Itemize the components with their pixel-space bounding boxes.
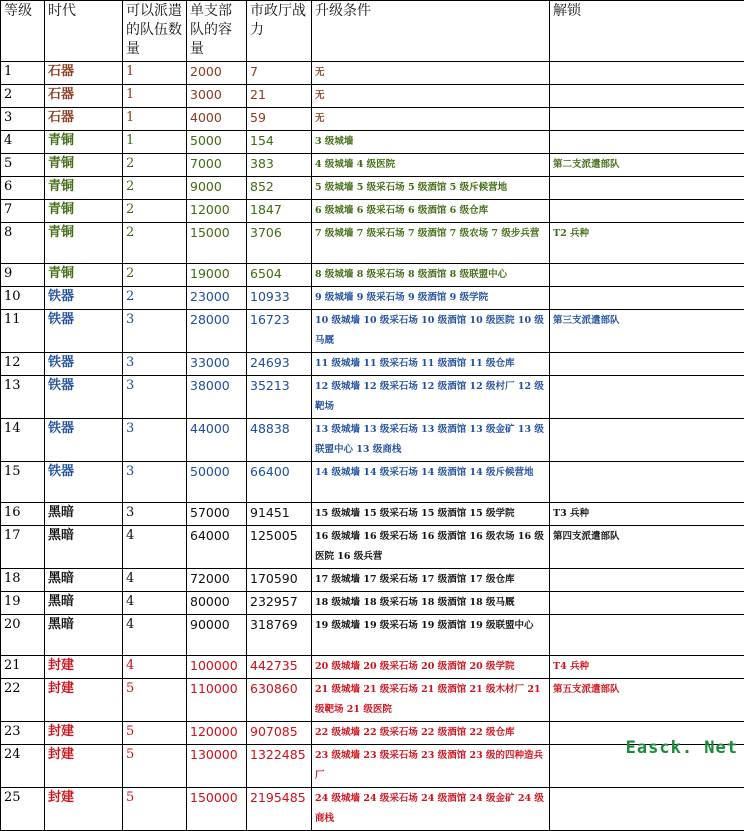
cell-capacity: 50000 xyxy=(187,462,247,503)
header-level: 等级 xyxy=(1,1,45,62)
cell-level: 17 xyxy=(1,526,45,569)
cell-power: 24693 xyxy=(247,353,312,376)
cell-capacity: 9000 xyxy=(187,177,247,200)
cell-power: 318769 xyxy=(247,615,312,656)
cell-level: 20 xyxy=(1,615,45,656)
cell-unlock xyxy=(550,264,744,287)
table-row xyxy=(1,85,744,108)
cell-teams: 5 xyxy=(123,679,187,722)
cell-condition: 12 级城墙 12 级采石场 12 级酒馆 12 级村厂 12 级靶场 xyxy=(312,376,550,419)
cell-era: 封建 xyxy=(45,745,123,788)
table-row xyxy=(1,310,744,353)
cell-level: 10 xyxy=(1,287,45,310)
cell-era: 黑暗 xyxy=(45,526,123,569)
cell-capacity: 64000 xyxy=(187,526,247,569)
table-row xyxy=(1,788,744,831)
cell-level: 18 xyxy=(1,569,45,592)
cell-teams: 5 xyxy=(123,722,187,745)
cell-unlock xyxy=(550,569,744,592)
cell-era: 青铜 xyxy=(45,154,123,177)
cell-unlock xyxy=(550,200,744,223)
cell-unlock xyxy=(550,419,744,462)
cell-capacity: 5000 xyxy=(187,131,247,154)
cell-condition: 14 级城墙 14 级采石场 14 级酒馆 14 级斥候营地 xyxy=(312,462,550,503)
cell-era: 黑暗 xyxy=(45,569,123,592)
table-body xyxy=(1,62,744,831)
cell-power: 3706 xyxy=(247,223,312,264)
cell-capacity: 130000 xyxy=(187,745,247,788)
cell-teams: 3 xyxy=(123,353,187,376)
header-teams: 可以派遣的队伍数量 xyxy=(123,1,187,62)
cell-capacity: 2000 xyxy=(187,62,247,85)
cell-condition: 16 级城墙 16 级采石场 16 级酒馆 16 级农场 16 级医院 16 级兵营 xyxy=(312,526,550,569)
cell-era: 黑暗 xyxy=(45,592,123,615)
cell-unlock xyxy=(550,592,744,615)
cell-era: 封建 xyxy=(45,679,123,722)
cell-level: 21 xyxy=(1,656,45,679)
cell-condition: 20 级城墙 20 级采石场 20 级酒馆 20 级学院 xyxy=(312,656,550,679)
cell-capacity: 90000 xyxy=(187,615,247,656)
cell-era: 石器 xyxy=(45,85,123,108)
cell-era: 黑暗 xyxy=(45,503,123,526)
cell-level: 2 xyxy=(1,85,45,108)
cell-power: 66400 xyxy=(247,462,312,503)
cell-era: 青铜 xyxy=(45,177,123,200)
cell-level: 6 xyxy=(1,177,45,200)
cell-condition: 15 级城墙 15 级采石场 15 级酒馆 15 级学院 xyxy=(312,503,550,526)
cell-condition: 7 级城墙 7 级采石场 7 级酒馆 7 级农场 7 级步兵营 xyxy=(312,223,550,264)
table-row xyxy=(1,131,744,154)
cell-power: 35213 xyxy=(247,376,312,419)
cell-capacity: 15000 xyxy=(187,223,247,264)
cell-era: 铁器 xyxy=(45,376,123,419)
table-row xyxy=(1,656,744,679)
cell-level: 22 xyxy=(1,679,45,722)
cell-capacity: 38000 xyxy=(187,376,247,419)
table-row xyxy=(1,287,744,310)
cell-teams: 5 xyxy=(123,745,187,788)
cell-power: 154 xyxy=(247,131,312,154)
cell-power: 6504 xyxy=(247,264,312,287)
cell-teams: 1 xyxy=(123,108,187,131)
cell-level: 3 xyxy=(1,108,45,131)
cell-level: 23 xyxy=(1,722,45,745)
cell-capacity: 80000 xyxy=(187,592,247,615)
cell-power: 59 xyxy=(247,108,312,131)
cell-condition: 10 级城墙 10 级采石场 10 级酒馆 10 级医院 10 级马厩 xyxy=(312,310,550,353)
cell-unlock xyxy=(550,287,744,310)
cell-teams: 2 xyxy=(123,223,187,264)
cell-era: 铁器 xyxy=(45,419,123,462)
cell-unlock: 第五支派遣部队 xyxy=(550,679,744,722)
cell-teams: 3 xyxy=(123,503,187,526)
cell-condition: 6 级城墙 6 级采石场 6 级酒馆 6 级仓库 xyxy=(312,200,550,223)
header-capacity: 单支部队的容量 xyxy=(187,1,247,62)
header-unlock: 解锁 xyxy=(550,1,744,62)
cell-condition: 3 级城墙 xyxy=(312,131,550,154)
cell-level: 19 xyxy=(1,592,45,615)
cell-teams: 2 xyxy=(123,287,187,310)
cell-era: 铁器 xyxy=(45,353,123,376)
cell-teams: 4 xyxy=(123,656,187,679)
cell-condition: 11 级城墙 11 级采石场 11 级酒馆 11 级仓库 xyxy=(312,353,550,376)
cell-condition: 5 级城墙 5 级采石场 5 级酒馆 5 级斥候营地 xyxy=(312,177,550,200)
cell-era: 铁器 xyxy=(45,310,123,353)
cell-condition: 无 xyxy=(312,108,550,131)
cell-teams: 2 xyxy=(123,200,187,223)
cell-unlock xyxy=(550,615,744,656)
cell-capacity: 33000 xyxy=(187,353,247,376)
cell-teams: 2 xyxy=(123,154,187,177)
cell-condition: 8 级城墙 8 级采石场 8 级酒馆 8 级联盟中心 xyxy=(312,264,550,287)
cell-power: 2195485 xyxy=(247,788,312,831)
cell-unlock: 第二支派遣部队 xyxy=(550,154,744,177)
table-row xyxy=(1,419,744,462)
cell-level: 16 xyxy=(1,503,45,526)
table-row xyxy=(1,223,744,264)
cell-power: 170590 xyxy=(247,569,312,592)
cell-teams: 4 xyxy=(123,526,187,569)
cell-era: 青铜 xyxy=(45,131,123,154)
cell-level: 8 xyxy=(1,223,45,264)
header-power: 市政厅战力 xyxy=(247,1,312,62)
cell-era: 铁器 xyxy=(45,462,123,503)
cell-teams: 3 xyxy=(123,462,187,503)
cell-condition: 21 级城墙 21 级采石场 21 级酒馆 21 级木材厂 21 级靶场 21 级医院 xyxy=(312,679,550,722)
cell-capacity: 12000 xyxy=(187,200,247,223)
cell-era: 石器 xyxy=(45,108,123,131)
cell-capacity: 23000 xyxy=(187,287,247,310)
table-row xyxy=(1,177,744,200)
cell-teams: 2 xyxy=(123,177,187,200)
cell-power: 232957 xyxy=(247,592,312,615)
cell-condition: 18 级城墙 18 级采石场 18 级酒馆 18 级马厩 xyxy=(312,592,550,615)
cell-capacity: 120000 xyxy=(187,722,247,745)
cell-unlock: T2 兵种 xyxy=(550,223,744,264)
cell-level: 1 xyxy=(1,62,45,85)
cell-teams: 1 xyxy=(123,131,187,154)
cell-power: 383 xyxy=(247,154,312,177)
cell-capacity: 110000 xyxy=(187,679,247,722)
cell-condition: 无 xyxy=(312,62,550,85)
header-era: 时代 xyxy=(45,1,123,62)
cell-power: 7 xyxy=(247,62,312,85)
cell-teams: 3 xyxy=(123,419,187,462)
table-row xyxy=(1,679,744,722)
table-row xyxy=(1,264,744,287)
cell-condition: 9 级城墙 9 级采石场 9 级酒馆 9 级学院 xyxy=(312,287,550,310)
cell-capacity: 72000 xyxy=(187,569,247,592)
cell-teams: 3 xyxy=(123,310,187,353)
cell-teams: 1 xyxy=(123,62,187,85)
cell-unlock: T3 兵种 xyxy=(550,503,744,526)
table-row xyxy=(1,569,744,592)
header-condition: 升级条件 xyxy=(312,1,550,62)
cell-level: 5 xyxy=(1,154,45,177)
cell-capacity: 150000 xyxy=(187,788,247,831)
cell-unlock: 第四支派遣部队 xyxy=(550,526,744,569)
cell-level: 12 xyxy=(1,353,45,376)
cell-era: 青铜 xyxy=(45,200,123,223)
cell-unlock xyxy=(550,177,744,200)
cell-unlock xyxy=(550,85,744,108)
cell-condition: 13 级城墙 13 级采石场 13 级酒馆 13 级金矿 13 级联盟中心 13 级商栈 xyxy=(312,419,550,462)
table-row xyxy=(1,615,744,656)
cell-era: 封建 xyxy=(45,788,123,831)
cell-power: 21 xyxy=(247,85,312,108)
cell-level: 15 xyxy=(1,462,45,503)
cell-power: 852 xyxy=(247,177,312,200)
cell-unlock xyxy=(550,788,744,831)
cell-capacity: 3000 xyxy=(187,85,247,108)
cell-capacity: 57000 xyxy=(187,503,247,526)
cell-teams: 5 xyxy=(123,788,187,831)
cell-capacity: 44000 xyxy=(187,419,247,462)
table-row xyxy=(1,154,744,177)
cell-capacity: 28000 xyxy=(187,310,247,353)
cell-capacity: 100000 xyxy=(187,656,247,679)
cell-power: 16723 xyxy=(247,310,312,353)
cell-condition: 17 级城墙 17 级采石场 17 级酒馆 17 级仓库 xyxy=(312,569,550,592)
cell-unlock xyxy=(550,462,744,503)
cell-era: 石器 xyxy=(45,62,123,85)
cell-power: 630860 xyxy=(247,679,312,722)
cell-power: 10933 xyxy=(247,287,312,310)
table-row xyxy=(1,62,744,85)
cell-era: 黑暗 xyxy=(45,615,123,656)
cell-level: 11 xyxy=(1,310,45,353)
cell-teams: 4 xyxy=(123,615,187,656)
table-row xyxy=(1,462,744,503)
cell-condition: 4 级城墙 4 级医院 xyxy=(312,154,550,177)
cell-unlock xyxy=(550,108,744,131)
cell-era: 铁器 xyxy=(45,287,123,310)
cell-power: 907085 xyxy=(247,722,312,745)
cell-unlock xyxy=(550,62,744,85)
cell-teams: 4 xyxy=(123,569,187,592)
table-row xyxy=(1,353,744,376)
cell-era: 青铜 xyxy=(45,264,123,287)
cell-condition: 24 级城墙 24 级采石场 24 级酒馆 24 级金矿 24 级商栈 xyxy=(312,788,550,831)
cell-level: 14 xyxy=(1,419,45,462)
cell-condition: 无 xyxy=(312,85,550,108)
cell-condition: 23 级城墙 23 级采石场 23 级酒馆 23 级的四种造兵厂 xyxy=(312,745,550,788)
table-row xyxy=(1,108,744,131)
cell-unlock: 第三支派遣部队 xyxy=(550,310,744,353)
cell-unlock xyxy=(550,131,744,154)
cell-level: 24 xyxy=(1,745,45,788)
cell-level: 9 xyxy=(1,264,45,287)
cell-capacity: 7000 xyxy=(187,154,247,177)
cell-capacity: 19000 xyxy=(187,264,247,287)
cell-level: 13 xyxy=(1,376,45,419)
watermark: Easck. Net xyxy=(626,738,738,758)
cell-power: 91451 xyxy=(247,503,312,526)
cell-teams: 2 xyxy=(123,264,187,287)
cell-unlock xyxy=(550,376,744,419)
cell-power: 442735 xyxy=(247,656,312,679)
table-row xyxy=(1,592,744,615)
cell-power: 125005 xyxy=(247,526,312,569)
table-row xyxy=(1,503,744,526)
cell-teams: 4 xyxy=(123,592,187,615)
cell-era: 封建 xyxy=(45,656,123,679)
cell-condition: 19 级城墙 19 级采石场 19 级酒馆 19 级联盟中心 xyxy=(312,615,550,656)
cell-power: 1847 xyxy=(247,200,312,223)
cell-level: 4 xyxy=(1,131,45,154)
cell-unlock: T4 兵种 xyxy=(550,656,744,679)
cell-era: 封建 xyxy=(45,722,123,745)
table-row xyxy=(1,376,744,419)
cell-unlock xyxy=(550,353,744,376)
table-row xyxy=(1,526,744,569)
cell-power: 48838 xyxy=(247,419,312,462)
cell-condition: 22 级城墙 22 级采石场 22 级酒馆 22 级仓库 xyxy=(312,722,550,745)
table-row xyxy=(1,200,744,223)
cell-teams: 3 xyxy=(123,376,187,419)
cell-level: 7 xyxy=(1,200,45,223)
cell-power: 1322485 xyxy=(247,745,312,788)
cell-level: 25 xyxy=(1,788,45,831)
cell-capacity: 4000 xyxy=(187,108,247,131)
header-row xyxy=(1,1,744,62)
cell-era: 青铜 xyxy=(45,223,123,264)
cell-teams: 1 xyxy=(123,85,187,108)
